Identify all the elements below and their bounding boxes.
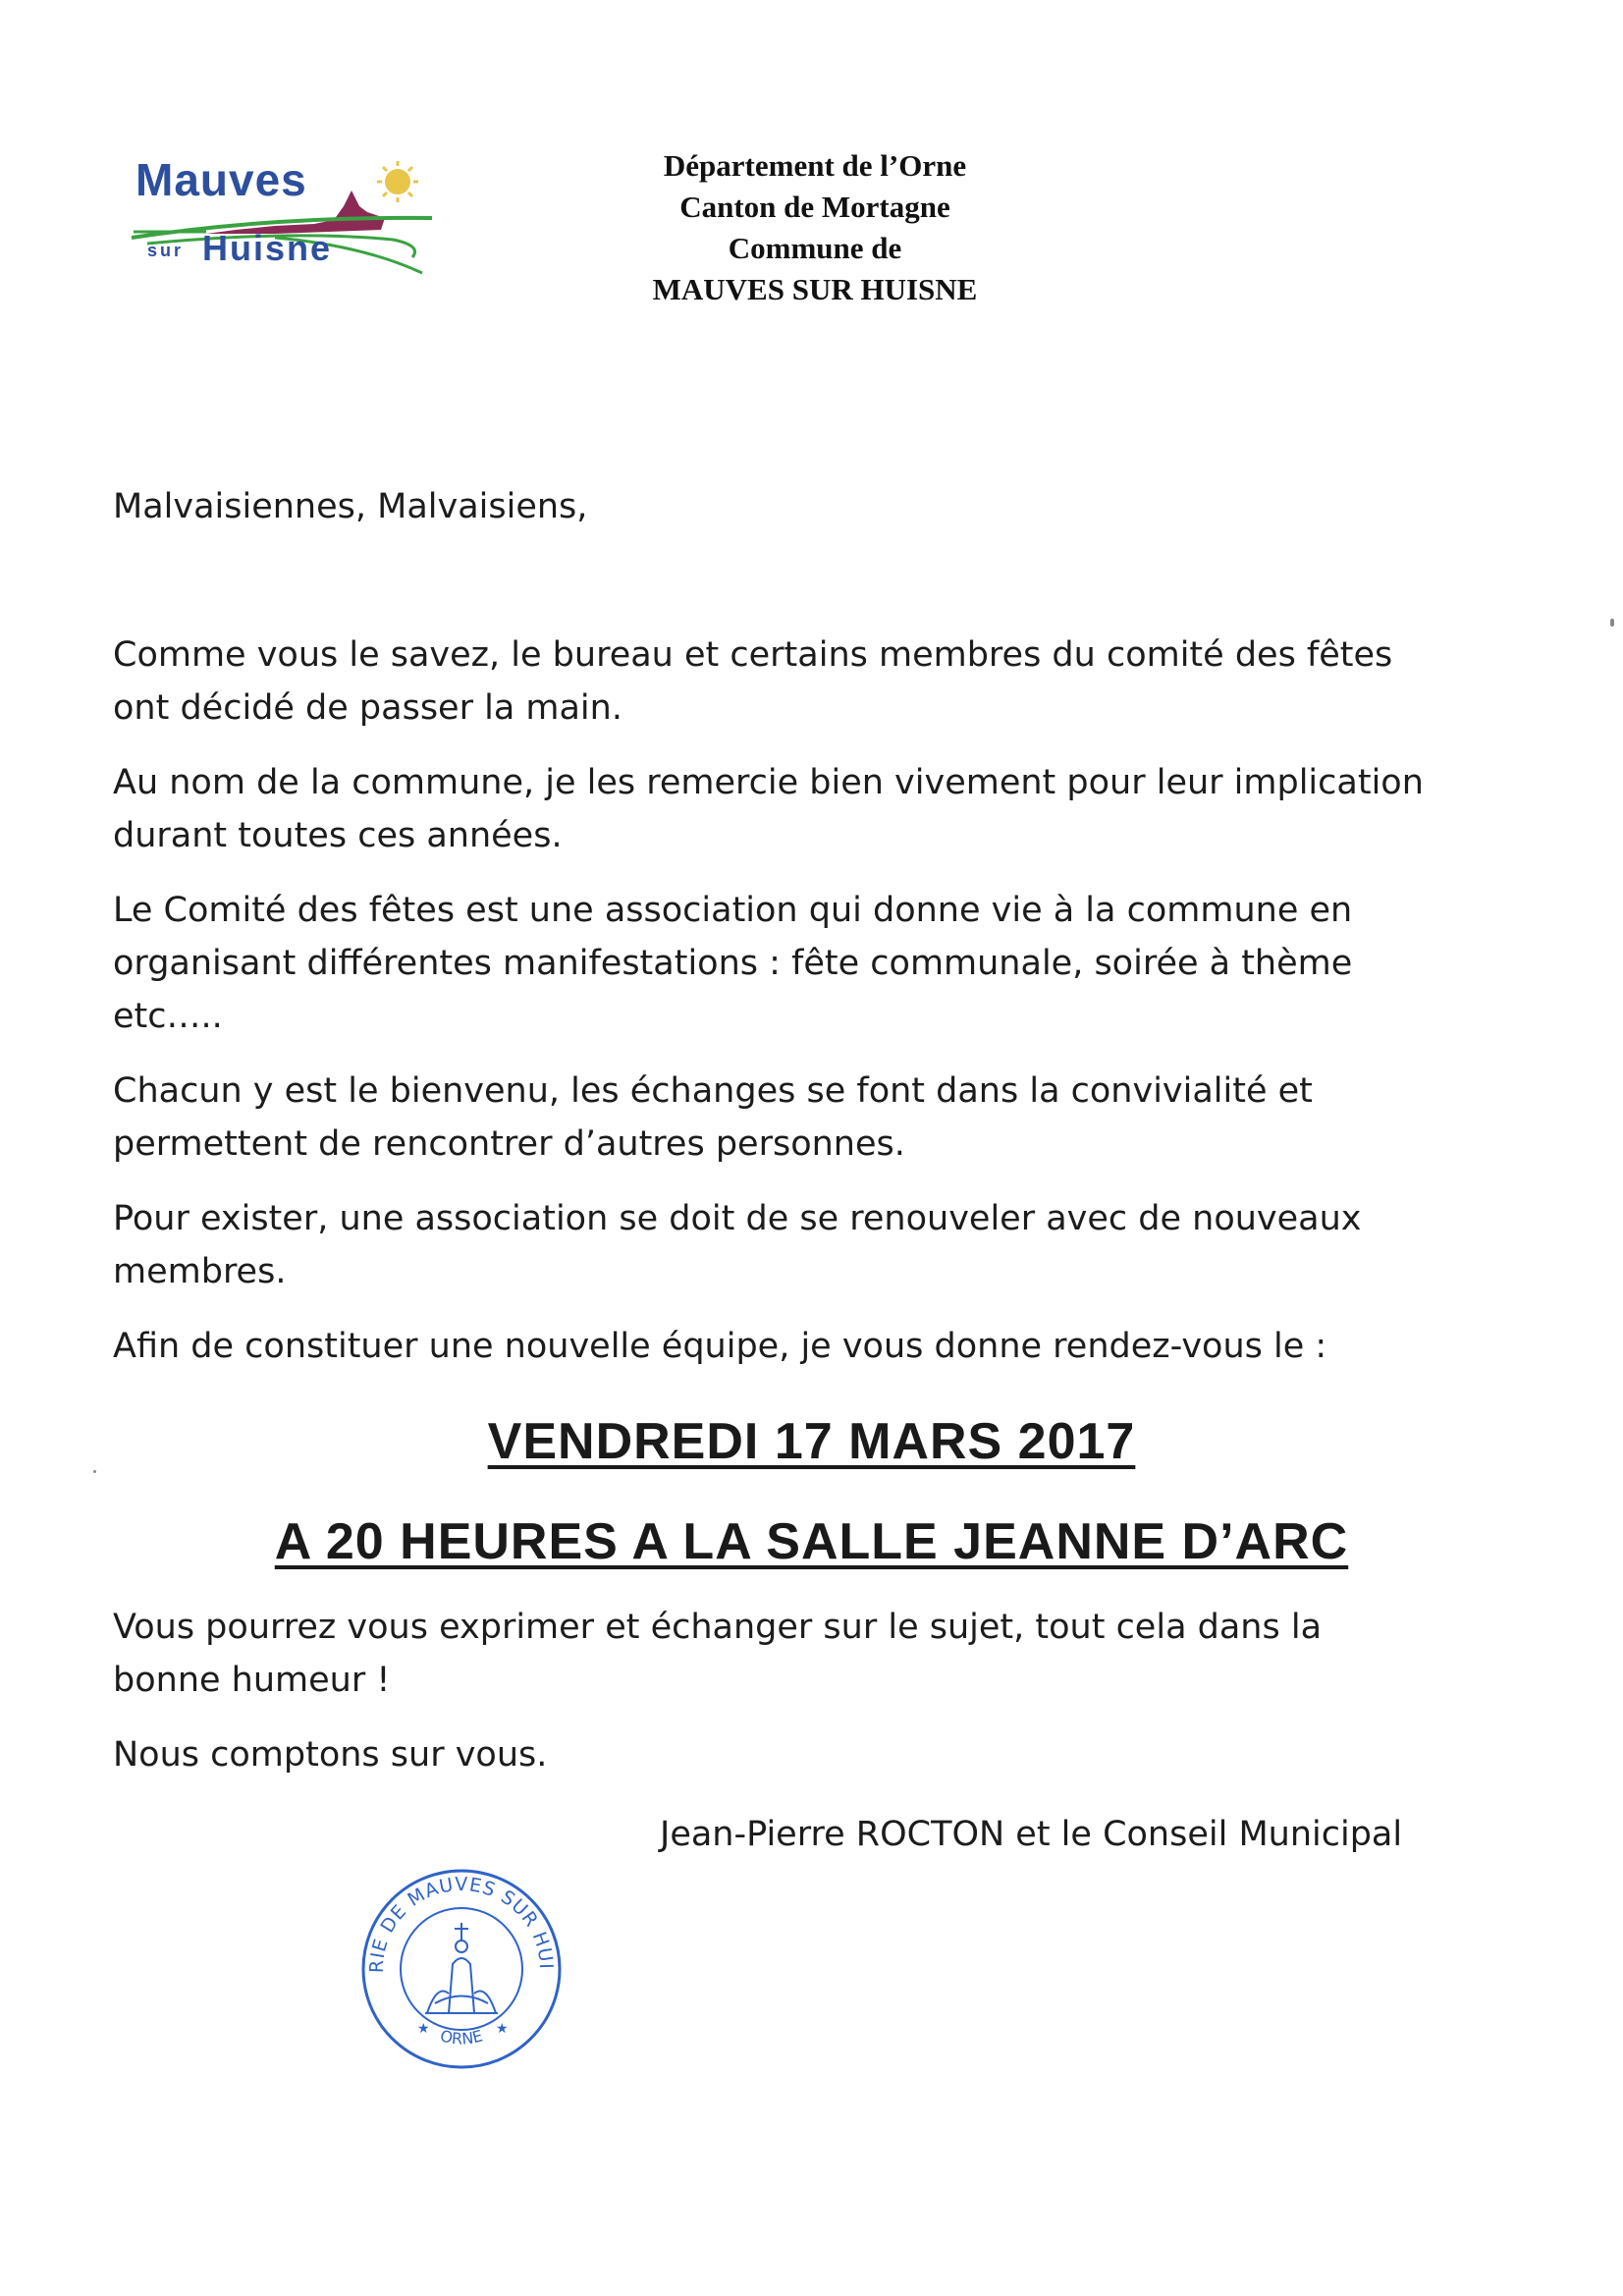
paragraph bbox=[113, 1320, 1527, 1373]
paragraph-line: membres. bbox=[113, 1252, 287, 1291]
letterhead bbox=[550, 145, 1080, 310]
stamp-top-text: RIE DE MAUVES SUR HUI bbox=[365, 1873, 558, 1974]
logo-title-line1: Mauves bbox=[135, 154, 307, 205]
paragraph bbox=[113, 884, 1527, 1043]
paragraph-line: Au nom de la commune, je les remercie bien vivement pour leur implication bbox=[113, 763, 1424, 802]
letterhead-department: Département de l’Orne bbox=[663, 148, 967, 183]
star-icon: ★ bbox=[496, 2021, 509, 2037]
letterhead-commune-label: Commune de bbox=[728, 231, 902, 265]
official-stamp bbox=[358, 1866, 565, 2072]
sun-icon bbox=[377, 161, 418, 202]
paragraph-line: organisant différentes manifestations : fête communale, soirée à thème bbox=[113, 944, 1353, 983]
letter-body bbox=[113, 629, 1527, 1394]
paragraph bbox=[113, 1601, 1527, 1707]
event-date-text: VENDREDI 17 MARS 2017 bbox=[487, 1413, 1136, 1470]
paragraph-line: Vous pourrez vous exprimer et échanger sur le sujet, tout cela dans la bbox=[113, 1608, 1323, 1647]
paragraph-line: Nous comptons sur vous. bbox=[113, 1735, 548, 1775]
letterhead-canton: Canton de Mortagne bbox=[679, 190, 950, 224]
stamp-bottom-text: ORNE bbox=[438, 2026, 485, 2049]
paragraph-line: Pour exister, une association se doit de se renouveler avec de nouveaux bbox=[113, 1199, 1362, 1238]
paragraph-line: ont décidé de passer la main. bbox=[113, 688, 622, 728]
paragraph-line: etc….. bbox=[113, 997, 223, 1036]
paragraph bbox=[113, 629, 1527, 735]
event-place bbox=[0, 1512, 1623, 1571]
paragraph-line: Chacun y est le bienvenu, les échanges se font dans la convivialité et bbox=[113, 1071, 1313, 1111]
paragraph-line: permettent de rencontrer d’autres personnes. bbox=[113, 1124, 905, 1164]
paragraph bbox=[113, 1192, 1527, 1298]
paragraph-line: Le Comité des fêtes est une association qui donne vie à la commune en bbox=[113, 891, 1353, 930]
paragraph bbox=[113, 1065, 1527, 1171]
paragraph-line: Afin de constituer une nouvelle équipe, je vous donne rendez-vous le : bbox=[113, 1327, 1327, 1366]
paragraph-line: durant toutes ces années. bbox=[113, 816, 563, 855]
star-icon: ★ bbox=[417, 2021, 430, 2037]
scan-speck bbox=[93, 1470, 96, 1473]
paragraph bbox=[113, 756, 1527, 862]
closing-body bbox=[113, 1601, 1527, 1803]
letterhead-commune-name: MAUVES SUR HUISNE bbox=[652, 272, 978, 306]
signature-line: Jean-Pierre ROCTON et le Conseil Municipal bbox=[660, 1815, 1403, 1854]
paragraph-line: Comme vous le savez, le bureau et certains membres du comité des fêtes bbox=[113, 635, 1393, 675]
logo-title-sur: sur bbox=[147, 241, 185, 260]
event-place-text: A 20 HEURES A LA SALLE JEANNE D’ARC bbox=[274, 1513, 1349, 1570]
stamp-graphic bbox=[358, 1866, 565, 2072]
stamp-emblem-icon bbox=[425, 1923, 498, 2013]
paragraph bbox=[113, 1728, 1527, 1781]
logo-title-line2: Huisne bbox=[202, 228, 333, 268]
commune-logo bbox=[128, 147, 452, 295]
scan-speck bbox=[1610, 619, 1614, 627]
salutation: Malvaisiennes, Malvaisiens, bbox=[113, 487, 588, 526]
paragraph-line: bonne humeur ! bbox=[113, 1661, 391, 1700]
event-date bbox=[0, 1412, 1623, 1471]
